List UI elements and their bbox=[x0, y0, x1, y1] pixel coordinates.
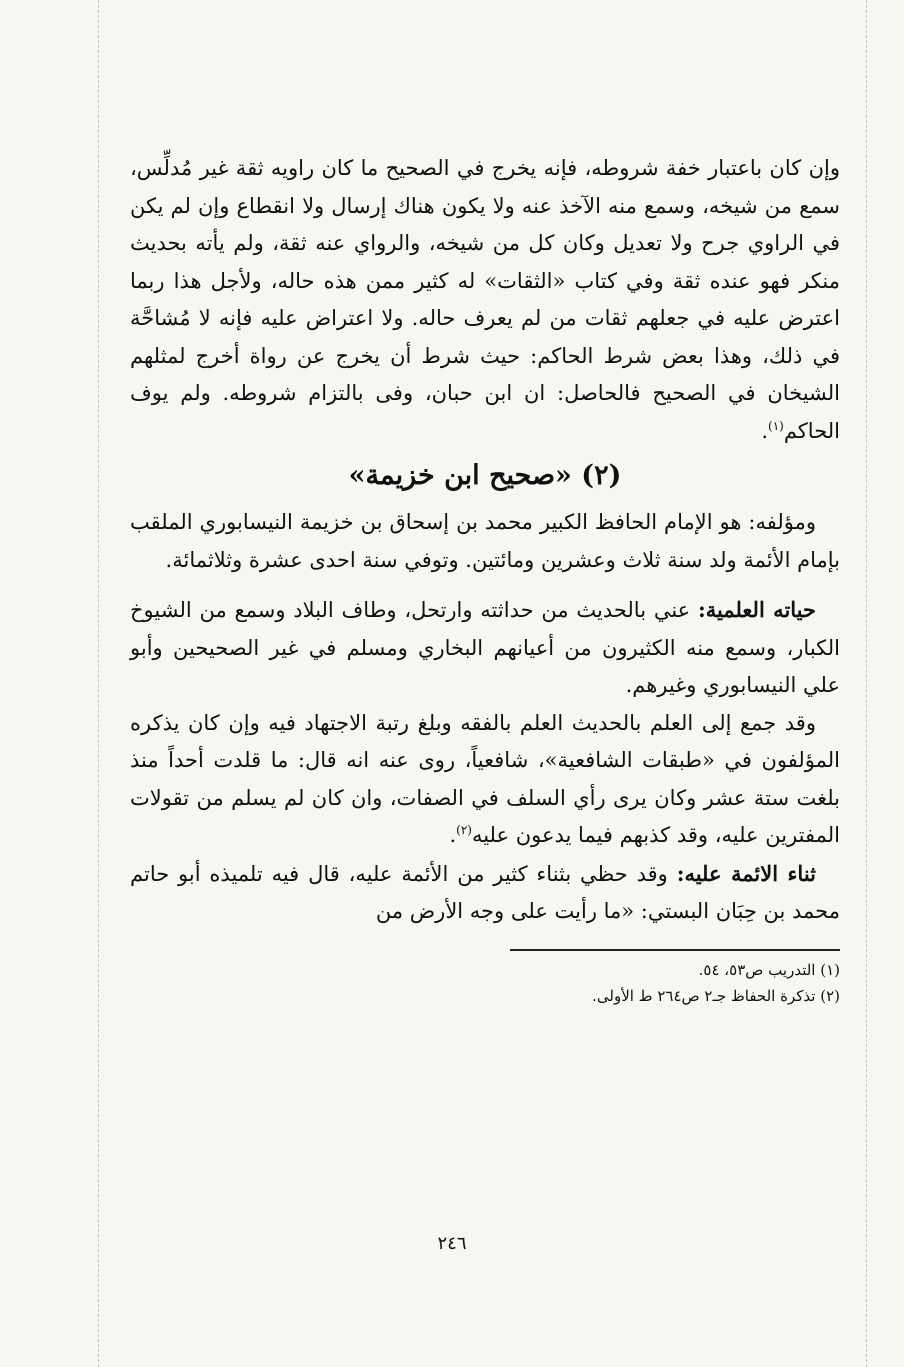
paragraph-author: ومؤلفه: هو الإمام الحافظ الكبير محمد بن إسحاق بن خزيمة النيسابوري الملقب بإمام الأئمة ولد سنة ثلاث وعشرين ومائتين. وتوفي سنة احدى عشرة وثلاثمائة. bbox=[130, 510, 840, 572]
margin-guide-right bbox=[866, 0, 867, 1367]
paragraph-praise bbox=[130, 855, 840, 931]
page-number: ٢٤٦ bbox=[437, 1233, 467, 1254]
page-body bbox=[130, 150, 840, 1270]
footnote-2: (٢) تذكرة الحفاظ جـ٢ ص٢٦٤ ط الأولى. bbox=[592, 986, 840, 1005]
section-heading: (٢) «صحيح ابن خزيمة» bbox=[348, 460, 622, 491]
paragraph-ibn-hibban: وإن كان باعتبار خفة شروطه، فإنه يخرج في الصحيح ما كان راويه ثقة غير مُدلِّس، سمع من شيخه، وسمع منه الآخذ عنه ولا يكون هناك إرسال ولا انقطاع وإن لم يكن في الراوي جرح ولا تعديل وكان كل من شيخه، والرواي عنه ثقة، ولم يأته بحديث منكر فهو عنده ثقة وفي كتاب «الثقات» له كثير ممن هذه حاله، ولأجل هذا ربما اعترض عليه في جعلهم ثقات من لم يعرف حاله. ولا اعتراض عليه فإنه لا مُشاحَّة في ذلك، وهذا بعض شرط الحاكم: حيث شرط أن يخرج عن رواة أخرج لمثلهم الشيخان في الصحيح فالحاصل: ان ابن حبان، وفى بالتزام شروطه. ولم يوف الحاكم$^{(١)}$. bbox=[130, 156, 840, 443]
lead-praise: ثناء الائمة عليه: bbox=[676, 860, 816, 886]
ijtihad-text: وقد جمع إلى العلم بالحديث العلم بالفقه وبلغ رتبة الاجتهاد فيه وإن كان يذكره المؤلفون في «طبقات الشافعية»، شافعياً، روى عنه انه قال: ما قلدت أحداً منذ بلغت ستة عشر وكان يرى رأي السلف في الصفات، وان كان لم يسلم من تقولات المفترين عليه، وقد كذبهم فيما يدعون عليه bbox=[130, 710, 841, 847]
footnote-ref-1: (١) bbox=[768, 418, 784, 433]
paragraph-scholarly-life bbox=[130, 591, 840, 705]
scholarly-life-text: عني بالحديث من حداثته وارتحل، وطاف البلاد وسمع من الشيوخ الكبار، وسمع منه الكثيرون من أعيانهم البخاري ومسلم في غير الصحيحين وأبو علي النيسابوري وغيرهم. bbox=[130, 598, 840, 697]
lead-scholarly-life: حياته العلمية: bbox=[697, 597, 817, 622]
footnote-rule bbox=[510, 949, 840, 951]
margin-guide-left bbox=[98, 0, 99, 1367]
paragraph-ibn-hibban-text: وإن كان باعتبار خفة شروطه، فإنه يخرج في الصحيح ما كان راويه ثقة غير مُدلِّس، سمع من شيخه، وسمع منه الآخذ عنه ولا يكون هناك إرسال ولا انقطاع وإن لم يكن في الراوي جرح ولا تعديل وكان كل من شيخه، والرواي عنه ثقة، ولم يأته بحديث منكر فهو عنده ثقة وفي كتاب «الثقات» له كثير ممن هذه حاله، ولأجل هذا ربما اعترض عليه في جعلهم ثقات من لم يعرف حاله. ولا اعتراض عليه فإنه لا مُشاحَّة في ذلك، وهذا بعض شرط الحاكم: حيث شرط أن يخرج عن رواة أخرج لمثلهم الشيخان في الصحيح فالحاصل: ان ابن حبان، وفى بالتزام شروطه. ولم يوف الحاكم bbox=[130, 156, 840, 443]
paragraph-ijtihad: وقد جمع إلى العلم بالحديث العلم بالفقه وبلغ رتبة الاجتهاد فيه وإن كان يذكره المؤلفون في «طبقات الشافعية»، شافعياً، روى عنه انه قال: ما قلدت أحداً منذ بلغت ستة عشر وكان يرى رأي السلف في الصفات، وان كان لم يسلم من تقولات المفترين عليه، وقد كذبهم فيما يدعون عليه$^{(٢)}$. bbox=[130, 710, 841, 847]
praise-text: وقد حظي بثناء كثير من الأئمة عليه، قال فيه تلميذه أبو حاتم محمد بن حِبَان البستي: «ما رأيت على وجه الأرض من bbox=[130, 861, 840, 923]
footnote-1: (١) التدريب ص٥٣، ٥٤. bbox=[698, 960, 840, 979]
footnote-ref-2: (٢) bbox=[456, 823, 472, 837]
